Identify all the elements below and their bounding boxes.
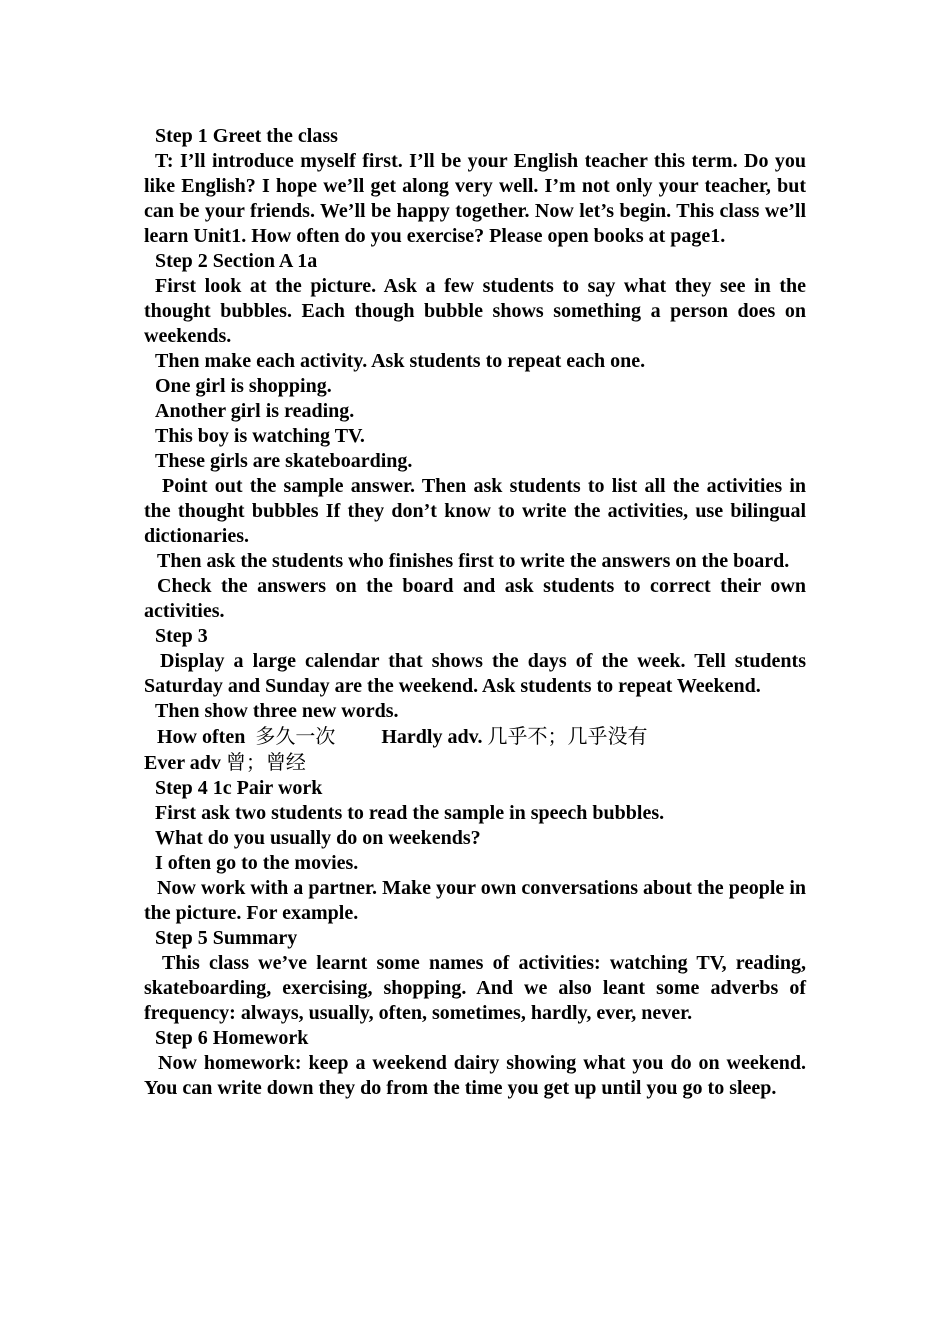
step2-paragraph-2: Then make each activity. Ask students to repeat each one. [155, 350, 646, 372]
step2-example-tv: This boy is watching TV. [155, 425, 365, 447]
step6-heading: Step 6 Homework [155, 1027, 309, 1049]
vocab-hardly-zh: 几乎不；几乎没有 [487, 724, 648, 748]
vocab-ever-zh: 曾；曾经 [225, 750, 306, 774]
step3-paragraph-2: Then show three new words. [155, 700, 399, 722]
vocab-line-2 [144, 750, 806, 776]
step2-heading: Step 2 Section A 1a [155, 250, 318, 272]
step3-paragraph-1: Display a large calendar that shows the days of the week. Tell students Saturday and Sunday are the weekend. Ask students to repeat Weekend. [144, 650, 806, 697]
step2-example-shopping: One girl is shopping. [155, 375, 332, 397]
step4-heading: Step 4 1c Pair work [155, 777, 323, 799]
step6-paragraph: Now homework: keep a weekend dairy showing what you do on weekend. You can write down they do from the time you get up until you go to sleep. [144, 1052, 806, 1099]
step2-example-skateboarding: These girls are skateboarding. [155, 450, 413, 472]
step4-question: What do you usually do on weekends? [155, 827, 481, 849]
step2-example-reading: Another girl is reading. [155, 400, 355, 422]
step1-paragraph: T: I’ll introduce myself first. I’ll be your English teacher this term. Do you like English? I hope we’ll get along very well. I’m not only your teacher, but can be your friends. We’ll be happy together. Now let’s begin. This class we’ll learn Unit1. How often do you exercise? Please open books at page1. [144, 150, 806, 247]
step5-heading: Step 5 Summary [155, 927, 298, 949]
vocab-how-often-zh: 多久一次 [255, 724, 336, 748]
step4-answer: I often go to the movies. [155, 852, 359, 874]
vocab-ever-en: Ever adv [144, 752, 221, 774]
step2-paragraph-9: Check the answers on the board and ask students to correct their own activities. [144, 575, 806, 622]
step5-paragraph: This class we’ve learnt some names of activities: watching TV, reading, skateboarding, exercising, shopping. And we also leant some adverbs of frequency: always, usually, often, sometimes, hardly, ever, never. [144, 952, 806, 1024]
step4-paragraph-4: Now work with a partner. Make your own conversations about the people in the picture. For example. [144, 877, 806, 924]
step2-paragraph-8: Then ask the students who finishes first to write the answers on the board. [157, 550, 790, 572]
step1-heading: Step 1 Greet the class [155, 125, 338, 147]
step2-paragraph-1: First look at the picture. Ask a few students to say what they see in the thought bubbles. Each though bubble shows something a person does on weekends. [144, 275, 806, 347]
step3-heading: Step 3 [155, 625, 208, 647]
vocab-how-often-en: How often [157, 726, 246, 748]
vocab-line-1 [144, 724, 806, 750]
vocab-hardly-en: Hardly adv. [381, 726, 483, 748]
step4-paragraph-1: First ask two students to read the sample in speech bubbles. [155, 802, 665, 824]
document-body [144, 124, 806, 1101]
step2-paragraph-7: Point out the sample answer. Then ask students to list all the activities in the thought bubbles If they don’t know to write the activities, use bilingual dictionaries. [144, 475, 806, 547]
